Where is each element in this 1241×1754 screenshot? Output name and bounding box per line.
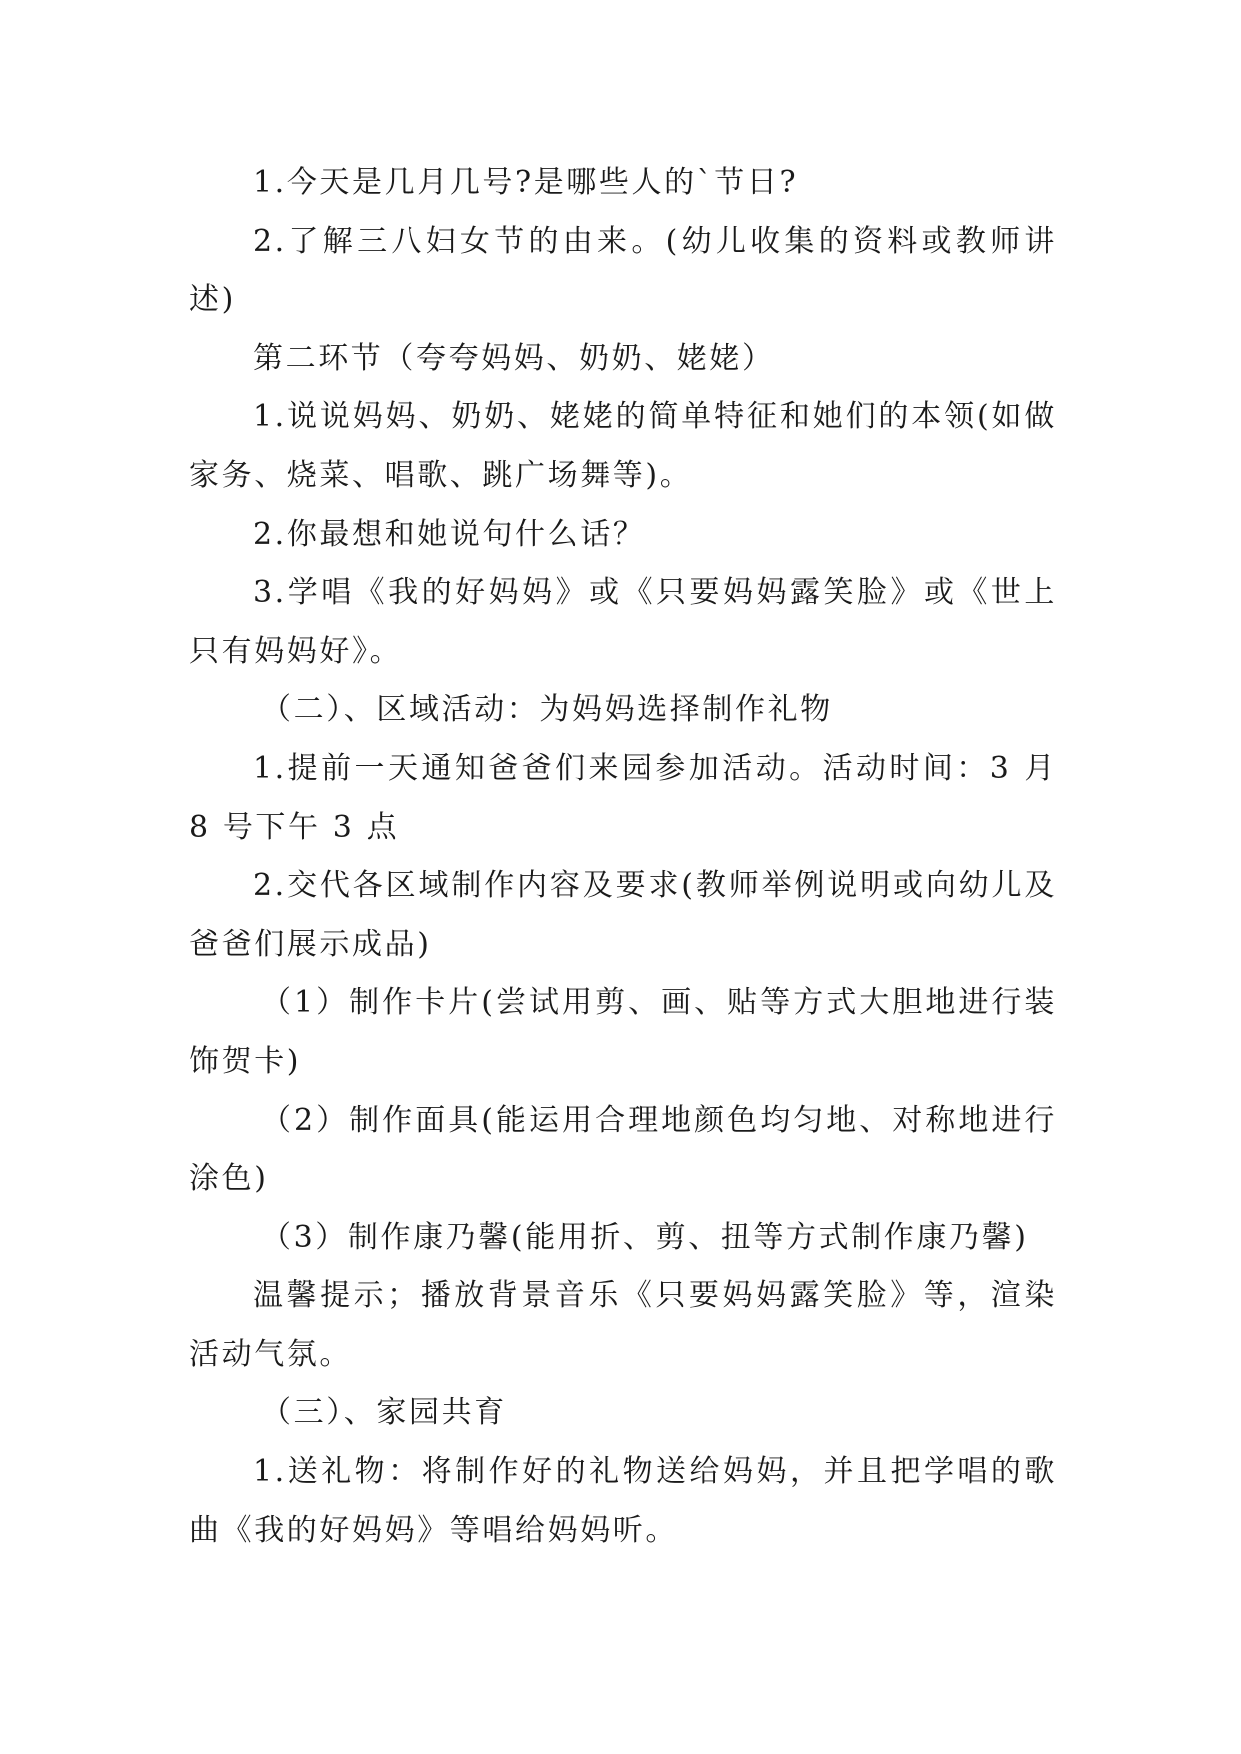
section-heading-home-school: （三）、家园共育 [261,1395,507,1431]
craft-item-mask: （2）制作面具(能运用合理地颜色均匀地、对称地进行涂色) [189,1102,1057,1197]
praise-item-2: 2.你最想和她说句什么话？ [253,516,646,552]
craft-item-card: （1）制作卡片(尝试用剪、画、贴等方式大胆地进行装饰贺卡) [189,985,1057,1079]
praise-item-3: 3.学唱《我的好妈妈》或《只要妈妈露笑脸》或《世上只有妈妈好》。 [189,575,1057,669]
question-date: 1.今天是几月几号?是哪些人的`节日? [253,165,799,200]
document-body [189,154,1057,1560]
area-item-2: 2.交代各区域制作内容及要求(教师举例说明或向幼儿及爸爸们展示成品) [189,868,1057,962]
question-origin: 2.了解三八妇女节的由来。(幼儿收集的资料或教师讲述) [189,223,1057,318]
section-heading-area-activity: （二）、区域活动：为妈妈选择制作礼物 [261,692,833,728]
praise-item-1: 1.说说妈妈、奶奶、姥姥的简单特征和她们的本领(如做家务、烧菜、唱歌、跳广场舞等)。 [189,399,1057,493]
craft-item-carnation: （3）制作康乃馨(能用折、剪、扭等方式制作康乃馨) [261,1219,1029,1255]
home-school-item-1: 1.送礼物：将制作好的礼物送给妈妈，并且把学唱的歌曲《我的好妈妈》等唱给妈妈听。 [189,1454,1057,1548]
area-item-1: 1.提前一天通知爸爸们来园参加活动。活动时间：3 月 8 号下午 3 点 [189,750,1057,845]
tip-paragraph: 温馨提示；播放背景音乐《只要妈妈露笑脸》等，渲染活动气氛。 [189,1278,1057,1372]
section-heading-praise: 第二环节（夸夸妈妈、奶奶、姥姥） [253,340,775,376]
